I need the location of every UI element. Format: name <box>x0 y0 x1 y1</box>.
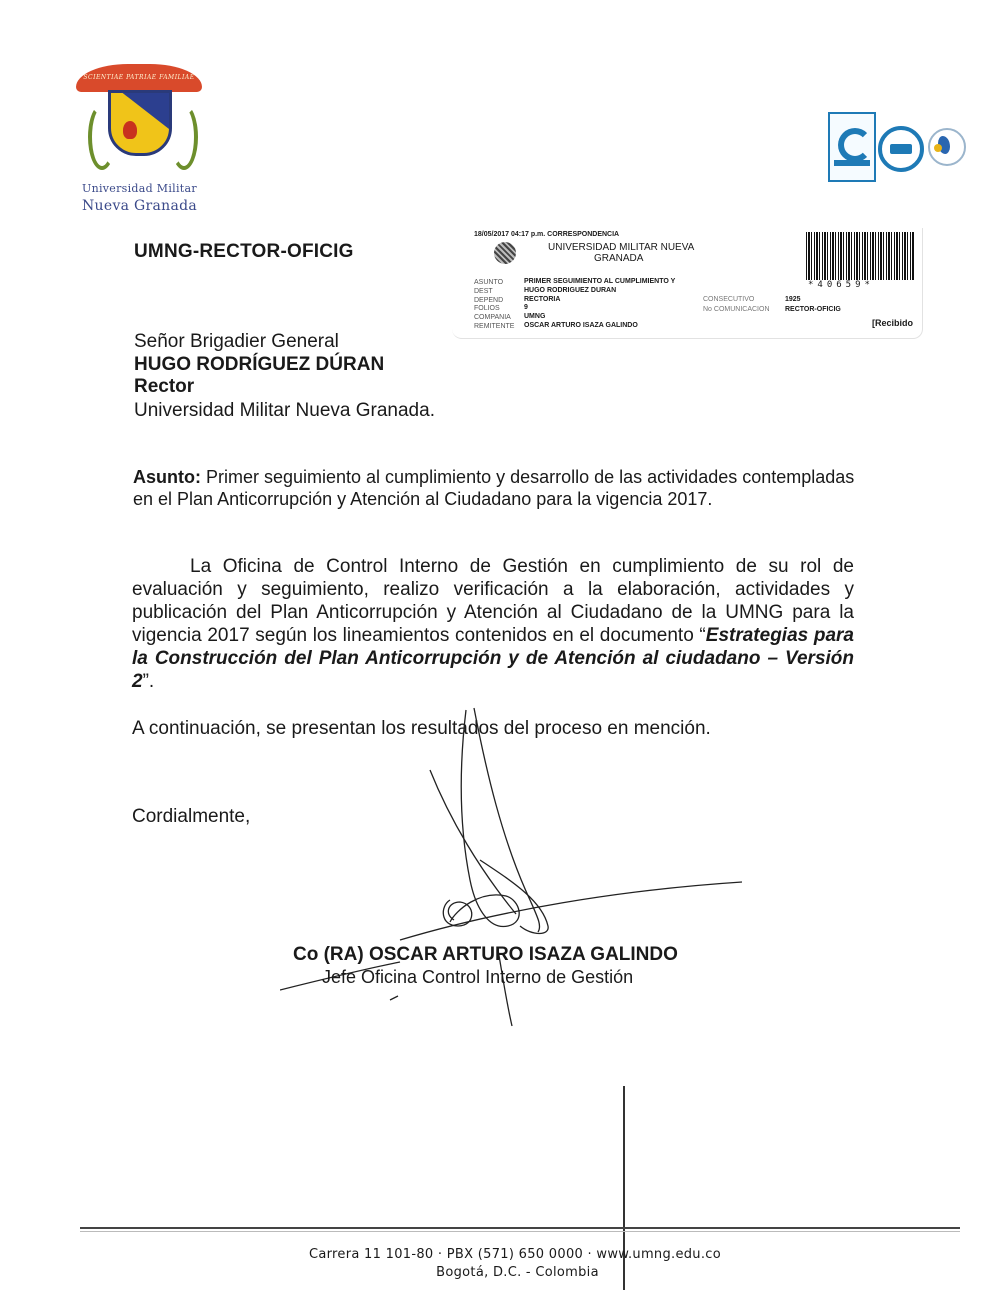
stamp-datetime: 18/05/2017 04:17 p.m. CORRESPONDENCIA <box>474 231 620 238</box>
addressee-institution: Universidad Militar Nueva Granada. <box>134 400 435 421</box>
subject-label: Asunto: <box>133 467 201 487</box>
continuation-line: A continuación, se presentan los resultados del proceso en mención. <box>132 718 711 739</box>
document-title-emphasis: Estrategias para la Construcción del Plan Anticorrupción y de Atención al ciudadano – Versión 2 <box>132 625 854 692</box>
footer-address: Carrera 11 101-80 · PBX (571) 650 0000 · www.umng.edu.co <box>309 1247 721 1262</box>
comunicacion-label: No COMUNICACION <box>703 306 770 313</box>
stamp-secondary-labels <box>703 295 770 315</box>
stamp-label: DEPEND <box>474 296 504 304</box>
stamp-org-line2: GRANADA <box>594 253 644 264</box>
university-logo <box>74 62 204 217</box>
stamp-value: PRIMER SEGUIMIENTO AL CUMPLIMIENTO Y <box>524 278 676 285</box>
paragraph-end: ”. <box>142 671 155 692</box>
consecutivo-value: 1925 <box>785 296 801 303</box>
addressee-title: Rector <box>134 376 195 397</box>
footer-divider <box>80 1227 960 1229</box>
stamp-field-labels <box>474 279 514 332</box>
stamp-label: ASUNTO <box>474 279 504 286</box>
document-reference: UMNG-RECTOR-OFICIG <box>134 241 354 262</box>
addressee-salutation: Señor Brigadier General <box>134 331 339 352</box>
closing: Cordialmente, <box>132 806 251 827</box>
stamp-value: UMNG <box>524 313 546 321</box>
footer-divider-thin <box>80 1231 960 1232</box>
logo-name-line1: Universidad Militar <box>82 182 197 195</box>
stamp-value: RECTORIA <box>524 295 561 303</box>
shield-icon <box>108 90 172 156</box>
consecutivo-label: CONSECUTIVO <box>703 296 755 303</box>
stamp-value: HUGO RODRIGUEZ DURAN <box>524 286 617 294</box>
addressee-name: HUGO RODRÍGUEZ DÚRAN <box>134 354 385 375</box>
barcode-number: *40659* <box>808 280 874 290</box>
accreditation-seal-icon <box>926 126 966 170</box>
stamp-label: REMITENTE <box>474 322 515 330</box>
laurel-right-icon <box>170 104 198 170</box>
stamp-label: FOLIOS <box>474 305 500 313</box>
signatory-name: Co (RA) OSCAR ARTURO ISAZA GALINDO <box>293 944 678 965</box>
stamp-label: DEST <box>474 287 493 295</box>
body-paragraph <box>132 555 854 693</box>
paragraph-text: La Oficina de Control Interno de Gestión en cumplimiento de su rol de evaluación y seguimiento, realizo verificación a la elaboración, actividades y publicación del Plan Anticorrupción y Atención al Ciudadano de la UMNG para la vigencia 2017 según los lineamientos contenidos en el documento “ <box>132 556 854 646</box>
barcode-icon <box>806 232 914 280</box>
logo-name-line2: Nueva Granada <box>82 198 198 214</box>
stamp-field-values <box>524 278 675 331</box>
stamp-status: [Recibido <box>872 318 914 328</box>
iqnet-certification-icon <box>878 126 924 172</box>
subject-text: Primer seguimiento al cumplimiento y desarrollo de las actividades contempladas en el Plan Anticorrupción y Atención al Ciudadano para la vigencia 2017. <box>133 467 855 509</box>
logo-banner: SCIENTIAE PATRIAE FAMILIAE <box>76 64 202 92</box>
stamp-value: 9 <box>524 304 528 312</box>
stamp-value: OSCAR ARTURO ISAZA GALINDO <box>524 321 638 329</box>
icontec-certification-icon <box>828 112 876 182</box>
footer-city: Bogotá, D.C. - Colombia <box>436 1265 599 1280</box>
correspondence-stamp <box>452 228 923 339</box>
stamp-crest-icon <box>494 242 516 264</box>
stamp-label: COMPANIA <box>474 314 511 322</box>
comunicacion-value: RECTOR-OFICIG <box>785 306 841 313</box>
stamp-secondary-values <box>785 295 841 315</box>
subject <box>133 466 855 510</box>
signatory-role: Jefe Oficina Control Interno de Gestión <box>322 967 634 987</box>
stamp-org-line1: UNIVERSIDAD MILITAR NUEVA <box>548 242 695 253</box>
